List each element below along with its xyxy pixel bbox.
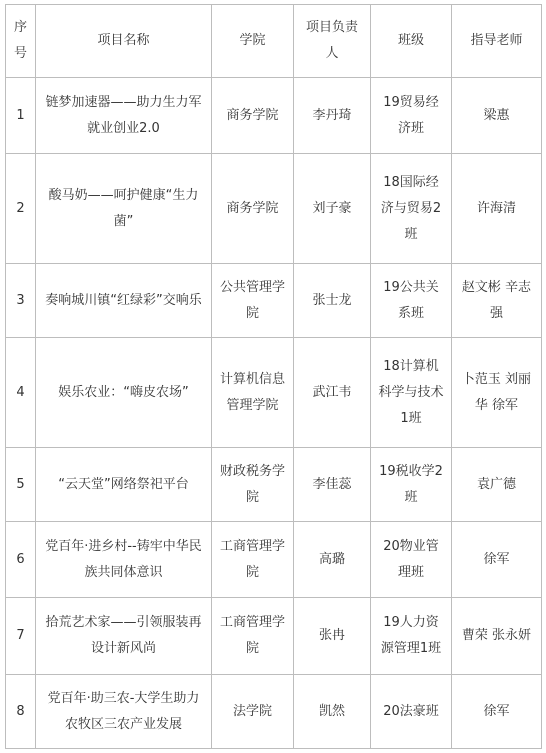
cell-leader: 武江韦: [294, 338, 371, 448]
project-table: [5, 4, 542, 749]
table-row: [6, 264, 542, 338]
cell-no: 4: [6, 338, 36, 448]
table-row: [6, 78, 542, 154]
cell-class: 18计算机科学与技术1班: [371, 338, 452, 448]
table-header-row: [6, 5, 542, 78]
cell-teacher: 卜范玉 刘丽华 徐军: [452, 338, 542, 448]
header-leader: 项目负责人: [294, 5, 371, 78]
header-college: 学院: [212, 5, 294, 78]
cell-college: 财政税务学院: [212, 448, 294, 522]
cell-class: 18国际经济与贸易2班: [371, 154, 452, 264]
header-project: 项目名称: [36, 5, 212, 78]
table-row: [6, 448, 542, 522]
cell-leader: 刘子豪: [294, 154, 371, 264]
cell-no: 2: [6, 154, 36, 264]
cell-no: 5: [6, 448, 36, 522]
cell-college: 公共管理学院: [212, 264, 294, 338]
cell-project: 拾荒艺术家——引领服装再设计新风尚: [36, 598, 212, 675]
cell-project: “云天堂”网络祭祀平台: [36, 448, 212, 522]
cell-leader: 凯然: [294, 675, 371, 749]
table-row: [6, 154, 542, 264]
cell-teacher: 许海清: [452, 154, 542, 264]
cell-no: 1: [6, 78, 36, 154]
cell-class: 19税收学2班: [371, 448, 452, 522]
cell-project: 娱乐农业：“嗨皮农场”: [36, 338, 212, 448]
cell-college: 法学院: [212, 675, 294, 749]
cell-leader: 李丹琦: [294, 78, 371, 154]
cell-leader: 张士龙: [294, 264, 371, 338]
cell-class: 19公共关系班: [371, 264, 452, 338]
header-class: 班级: [371, 5, 452, 78]
cell-project: 链梦加速器——助力生力军就业创业2.0: [36, 78, 212, 154]
cell-teacher: 徐军: [452, 522, 542, 598]
cell-college: 工商管理学院: [212, 522, 294, 598]
cell-teacher: 曹荣 张永妍: [452, 598, 542, 675]
cell-project: 奏响城川镇“红绿彩”交响乐: [36, 264, 212, 338]
cell-class: 20法豪班: [371, 675, 452, 749]
cell-college: 计算机信息管理学院: [212, 338, 294, 448]
cell-teacher: 袁广德: [452, 448, 542, 522]
header-no: 序号: [6, 5, 36, 78]
cell-leader: 高璐: [294, 522, 371, 598]
cell-no: 8: [6, 675, 36, 749]
table-row: [6, 522, 542, 598]
cell-project: 党百年·进乡村--铸牢中华民族共同体意识: [36, 522, 212, 598]
cell-college: 商务学院: [212, 154, 294, 264]
cell-teacher: 梁惠: [452, 78, 542, 154]
cell-class: 20物业管理班: [371, 522, 452, 598]
cell-no: 7: [6, 598, 36, 675]
header-teacher: 指导老师: [452, 5, 542, 78]
table-row: [6, 675, 542, 749]
table-row: [6, 338, 542, 448]
table-row: [6, 598, 542, 675]
cell-no: 6: [6, 522, 36, 598]
cell-class: 19贸易经济班: [371, 78, 452, 154]
cell-college: 工商管理学院: [212, 598, 294, 675]
cell-leader: 李佳蕊: [294, 448, 371, 522]
cell-leader: 张冉: [294, 598, 371, 675]
cell-class: 19人力资源管理1班: [371, 598, 452, 675]
project-table-wrapper: [5, 4, 541, 749]
cell-college: 商务学院: [212, 78, 294, 154]
cell-teacher: 赵文彬 辛志强: [452, 264, 542, 338]
cell-project: 酸马奶——呵护健康“生力菌”: [36, 154, 212, 264]
cell-teacher: 徐军: [452, 675, 542, 749]
cell-project: 党百年·助三农-大学生助力农牧区三农产业发展: [36, 675, 212, 749]
cell-no: 3: [6, 264, 36, 338]
